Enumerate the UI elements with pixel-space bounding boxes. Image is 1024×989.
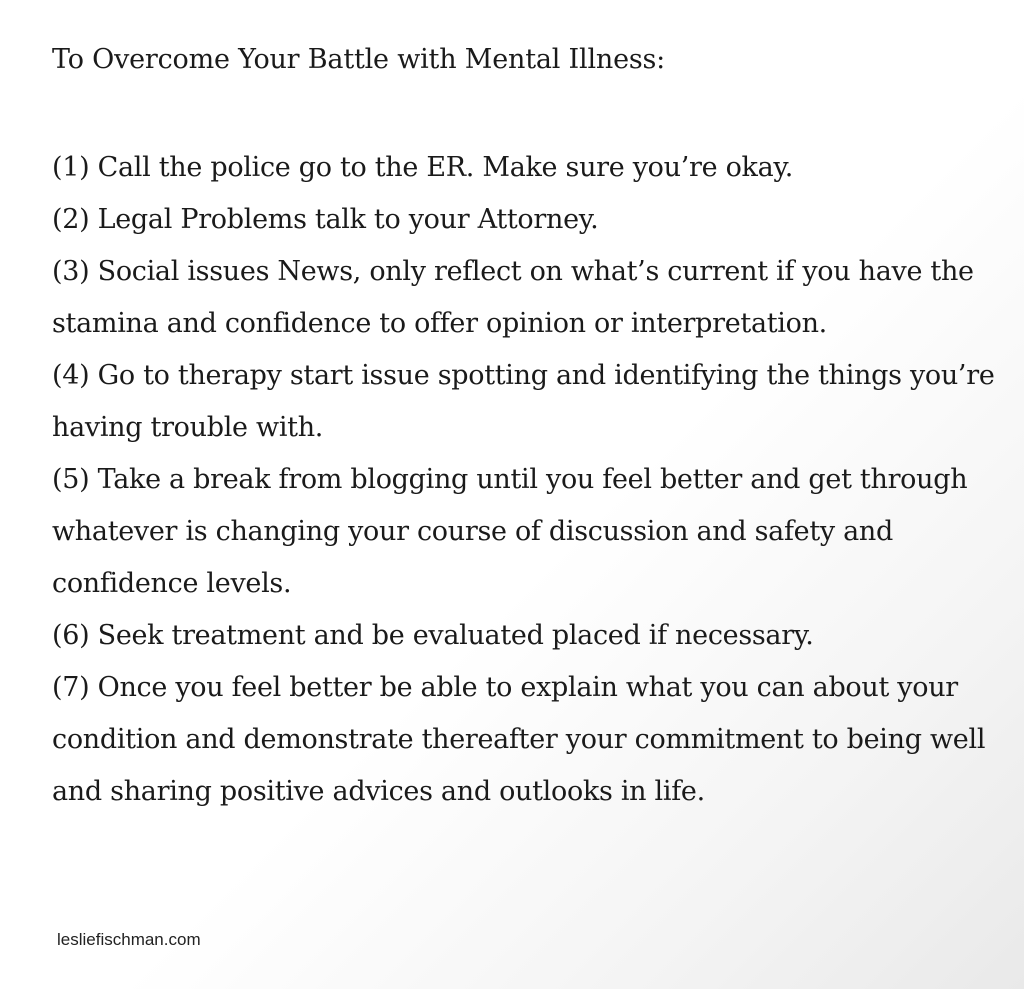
website-credit: lesliefischman.com	[57, 930, 201, 949]
list-item-1: (1) Call the police go to the ER. Make sure you’re okay.	[52, 152, 794, 183]
document-body	[52, 38, 1020, 818]
list-item-2: (2) Legal Problems talk to your Attorney.	[52, 204, 599, 235]
list-item-5: (5) Take a break from blogging until you feel better and get through whatever is changing your course of discussion and safety and confidence levels.	[52, 464, 968, 599]
steps-list	[52, 142, 1020, 818]
page-title: To Overcome Your Battle with Mental Illness:	[52, 44, 666, 75]
list-item-4: (4) Go to therapy start issue spotting and identifying the things you’re having trouble with.	[52, 360, 995, 443]
list-item-3: (3) Social issues News, only reflect on what’s current if you have the stamina and confidence to offer opinion or interpretation.	[52, 256, 974, 339]
list-item-6: (6) Seek treatment and be evaluated placed if necessary.	[52, 620, 814, 651]
list-item-7: (7) Once you feel better be able to explain what you can about your condition and demonstrate thereafter your commitment to being well and sharing positive advices and outlooks in life.	[52, 672, 986, 807]
